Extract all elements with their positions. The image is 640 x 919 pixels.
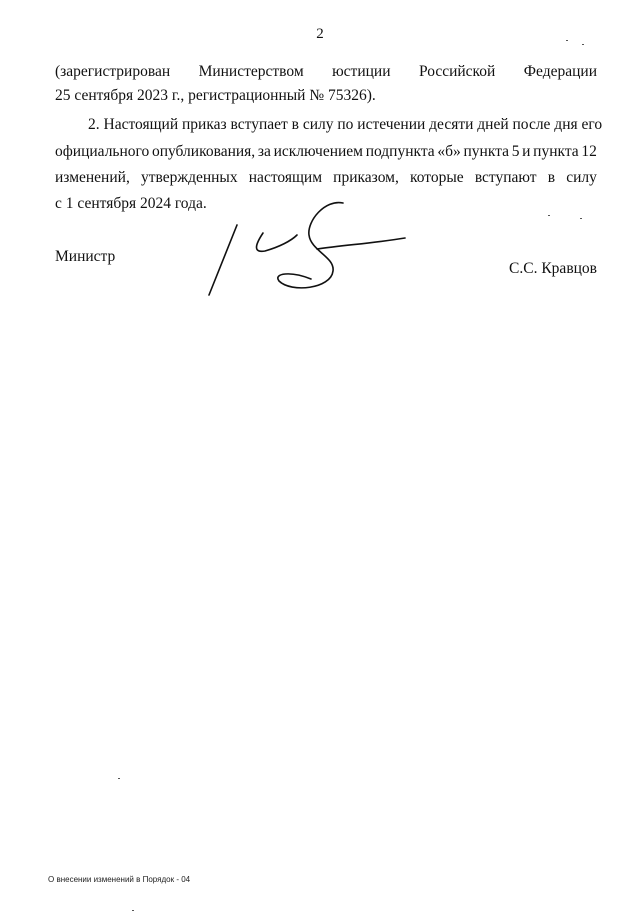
paragraph-2-line-4: с 1 сентября 2024 года. [55, 195, 207, 212]
word: изменений, [55, 169, 130, 186]
word: и [522, 143, 531, 160]
minister-name: С.С. Кравцов [509, 260, 597, 277]
paragraph-2-line-3 [55, 168, 597, 188]
word: настоящим [248, 169, 323, 186]
word: опубликования, [151, 143, 256, 160]
word: в [547, 169, 556, 186]
word: за [257, 143, 271, 160]
word: «б» [437, 143, 461, 160]
page-number: 2 [316, 26, 324, 42]
minister-title: Министр [55, 248, 116, 265]
word: вступают [474, 169, 537, 186]
word: исключением [273, 143, 363, 160]
footer-note: О внесении изменений в Порядок - 04 [48, 875, 191, 884]
word: пункта [463, 143, 509, 160]
handwritten-signature [195, 195, 425, 305]
word: (зарегистрирован [55, 63, 171, 80]
word: утвержденных [140, 169, 238, 186]
paragraph-2-line-1: 2. Настоящий приказ вступает в силу по истечении десяти дней после дня его [88, 116, 603, 133]
word: которые [410, 169, 464, 186]
word: юстиции [332, 63, 391, 80]
scan-speck [580, 218, 582, 219]
word: 5 [511, 143, 520, 160]
paragraph-2-line-2 [55, 142, 597, 162]
word: Министерством [198, 63, 304, 80]
word: пункта [533, 143, 579, 160]
word: Федерации [523, 63, 597, 80]
word: официального [55, 143, 150, 160]
scan-speck [118, 778, 120, 779]
paragraph-1-line-2: 25 сентября 2023 г., регистрационный № 75326). [55, 87, 376, 104]
paragraph-1-line-1 [55, 62, 597, 82]
word: Российской [418, 63, 496, 80]
scan-speck [132, 910, 134, 911]
scan-speck [566, 40, 568, 41]
word: приказом, [333, 169, 399, 186]
word: подпункта [365, 143, 435, 160]
scan-speck [582, 44, 584, 45]
word: 12 [581, 143, 597, 160]
scan-speck [548, 215, 550, 216]
word: силу [566, 169, 597, 186]
